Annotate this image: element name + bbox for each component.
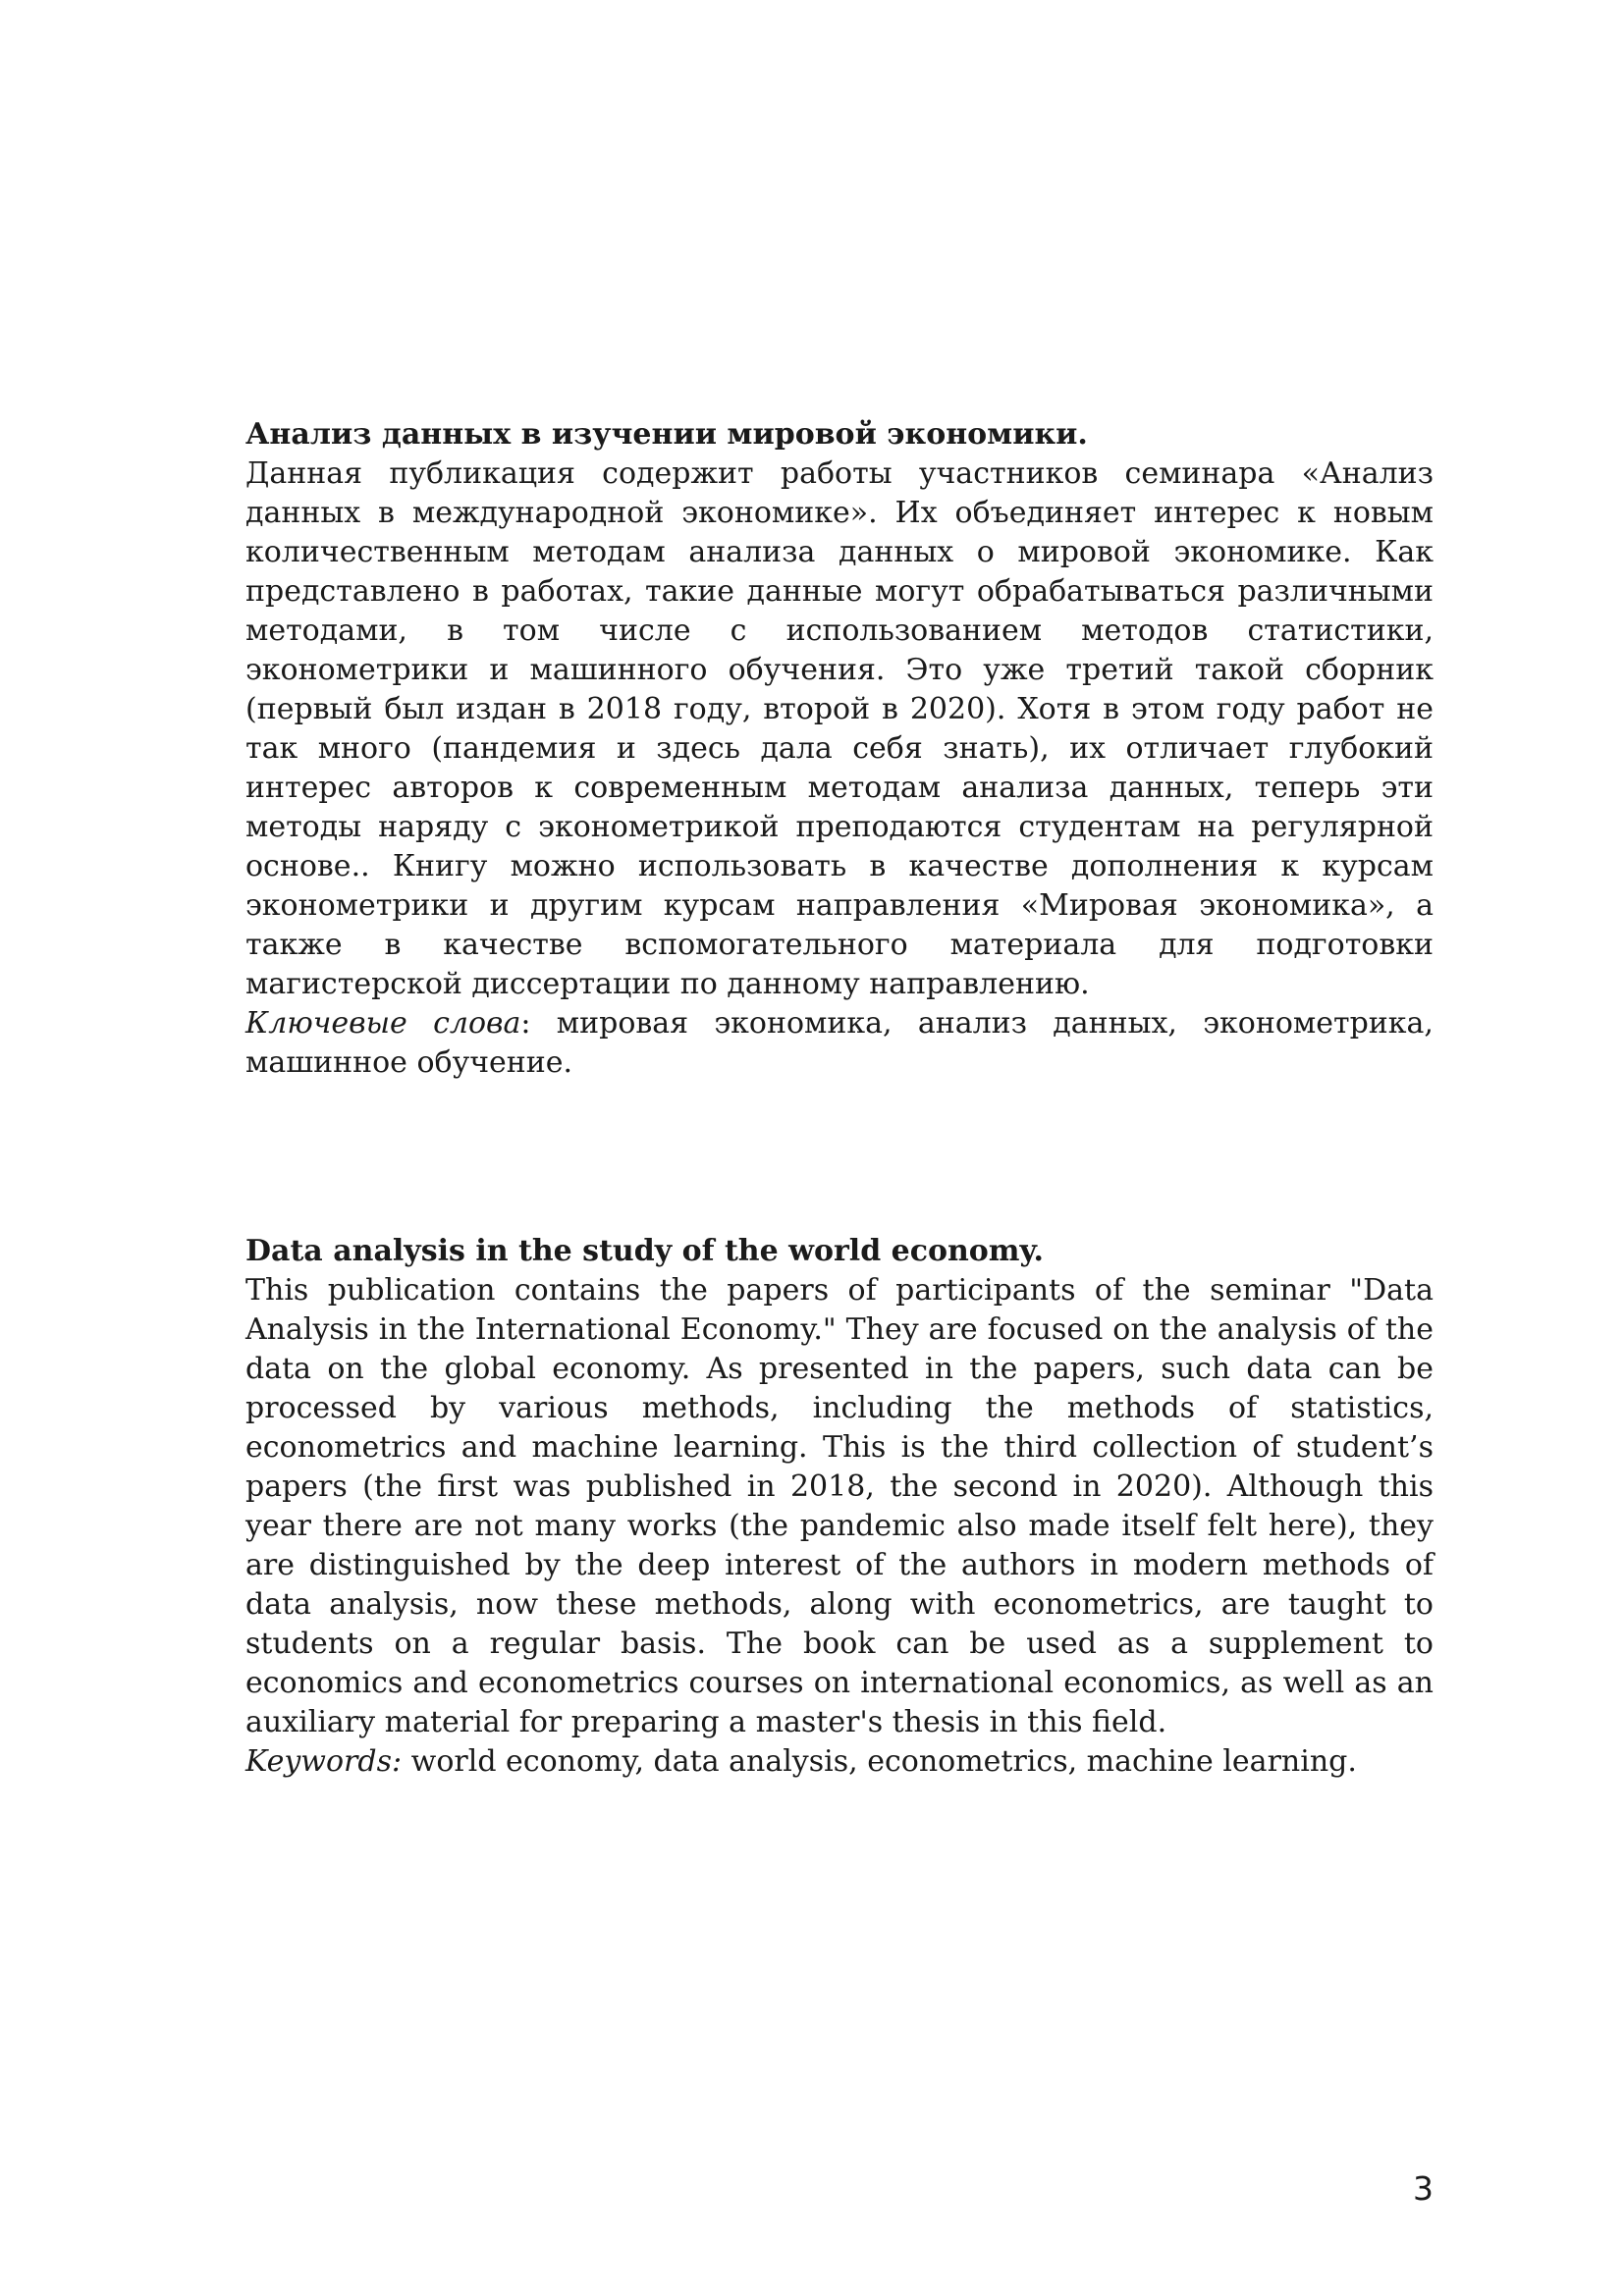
english-abstract-text: This publication contains the papers of participants of the seminar "Data Analysis in the International Economy." They are focused on the analysis of the data on the global economy. As presented in the papers, such data can be processed by various methods, including the methods of statistics, econometrics and machine learning. This is the third collection of student’s papers (the first was published in 2018, the second in 2020). Although this year there are not many works (the pandemic also made itself felt here), they are distinguished by the deep interest of the authors in modern methods of data analysis, now these methods, along with econometrics, are taught to students on a regular basis. The book can be used as a supplement to economics and econometrics courses on international economics, as well as an auxiliary material for preparing a master's thesis in this field.	[245, 1273, 1434, 1739]
english-title: Data analysis in the study of the world economy.	[245, 1234, 1044, 1268]
russian-keywords	[245, 1004, 1434, 1083]
russian-abstract-text: Данная публикация содержит работы участников семинара «Анализ данных в международной экономике». Их объединяет интерес к новым количественным методам анализа данных о мировой экономике. Как представлено в работах, такие данные могут обрабатываться различными методами, в том числе с использованием методов статистики, эконометрики и машинного обучения. Это уже третий такой сборник (первый был издан в 2018 году, второй в 2020). Хотя в этом году работ не так много (пандемия и здесь дала себя знать), их отличает глубокий интерес авторов к современным методам анализа данных, теперь эти методы наряду с эконометрикой преподаются студентам на регулярной основе.. Книгу можно использовать в качестве дополнения к курсам эконометрики и другим курсам направления «Мировая экономика», а также в качестве вспомогательного материала для подготовки магистерской диссертации по данному направлению.	[245, 456, 1434, 1001]
english-keywords-label: Keywords:	[245, 1744, 403, 1779]
russian-title: Анализ данных в изучении мировой экономики.	[245, 417, 1088, 452]
english-keywords-text: world economy, data analysis, econometrics, machine learning.	[402, 1744, 1357, 1779]
english-abstract-section	[245, 1232, 1434, 1782]
page-number: 3	[1413, 2169, 1434, 2208]
russian-abstract-section	[245, 415, 1434, 1083]
english-keywords	[245, 1742, 1434, 1782]
russian-keywords-text: : мировая экономика, анализ данных, эконометрика, машинное обучение.	[245, 1006, 1434, 1080]
russian-keywords-label: Ключевые слова	[245, 1006, 521, 1041]
